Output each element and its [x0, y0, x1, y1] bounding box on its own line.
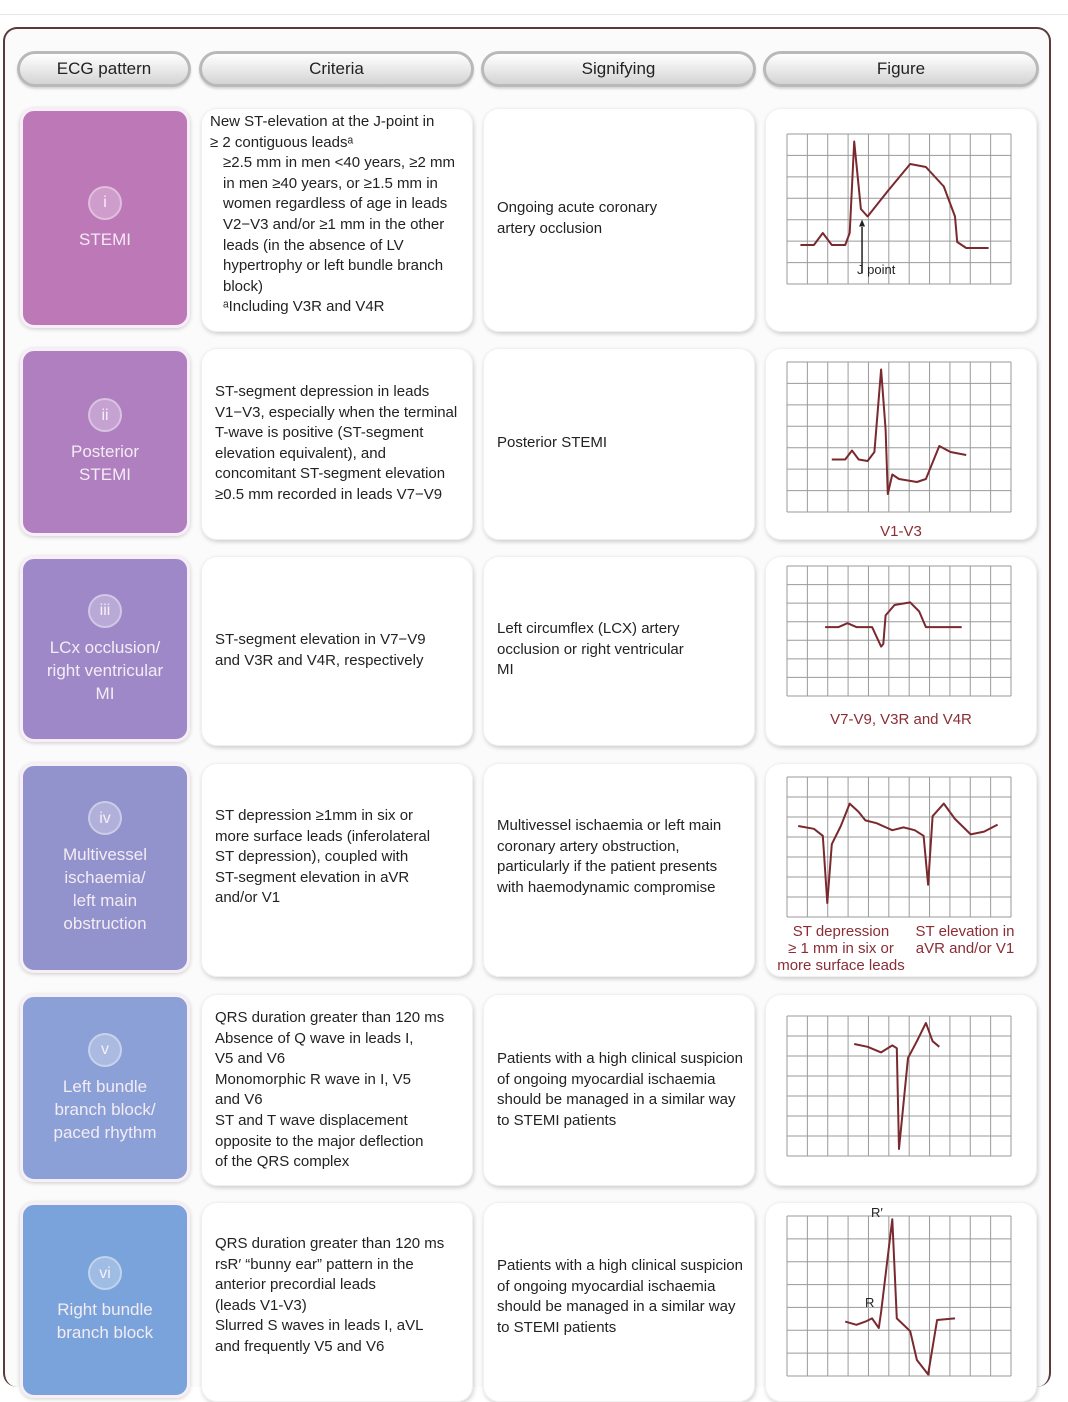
criteria-line: anterior precordial leads	[215, 1276, 376, 1294]
caption-line: ≥ 1 mm in six or	[788, 940, 894, 957]
signifying-line: MI	[497, 661, 514, 679]
criteria-line: opposite to the major deflection	[215, 1132, 424, 1150]
signifying-line: artery occlusion	[497, 219, 603, 237]
criteria-text	[215, 1008, 444, 1173]
signifying-line: Left circumflex (LCX) artery	[497, 620, 680, 637]
caption-line: ST elevation in	[915, 923, 1015, 940]
header-ecg-pattern: ECG pattern	[17, 51, 191, 87]
pattern-name: Right bundle	[57, 1300, 153, 1319]
signifying-line: Patients with a high clinical suspicion	[497, 1257, 743, 1274]
signifying-line: should be managed in a similar way	[497, 1091, 736, 1109]
pattern-name: branch block	[56, 1323, 154, 1342]
criteria-text	[210, 112, 455, 318]
ecg-trace	[800, 142, 988, 249]
header-figure: Figure	[763, 51, 1039, 87]
figure-cell	[765, 994, 1037, 1186]
criteria-line: and frequently V5 and V6	[215, 1337, 385, 1355]
caption-line: ST depression	[792, 923, 890, 940]
criteria-line: of the QRS complex	[215, 1153, 350, 1171]
pattern-name: STEMI	[79, 229, 131, 249]
row-number-badge: v	[88, 1033, 122, 1067]
ecg-pattern-cell	[20, 348, 190, 536]
ecg-grid	[787, 1216, 1011, 1376]
ecg-trace	[832, 370, 966, 495]
criteria-line: elevation equivalent), and	[215, 444, 386, 462]
pattern-name: right ventricular	[46, 660, 164, 680]
criteria-line: ≥2.5 mm in men <40 years, ≥2 mm	[223, 154, 455, 172]
arrow-head-icon	[859, 220, 865, 227]
criteria-line: block)	[223, 277, 264, 295]
pattern-name: Multivessel	[62, 845, 148, 864]
ecg-figure	[765, 348, 1037, 540]
ecg-trace	[854, 1023, 939, 1149]
criteria-line: leads (in the absence of LV	[223, 236, 404, 254]
pattern-name: obstruction	[63, 914, 147, 933]
criteria-line: and V6	[215, 1091, 263, 1109]
pattern-name: paced rhythm	[53, 1122, 157, 1142]
signifying-text	[497, 1256, 743, 1338]
top-divider	[0, 14, 1068, 15]
figure-caption-st-elevation	[909, 923, 1021, 957]
criteria-text	[215, 630, 426, 671]
criteria-line: ST-segment elevation in aVR	[215, 868, 410, 886]
criteria-line: ≥0.5 mm recorded in leads V7−V9	[215, 485, 443, 503]
signifying-text	[497, 619, 684, 681]
criteria-line: in men ≥40 years, or ≥1.5 mm in	[223, 174, 438, 192]
signifying-line: to STEMI patients	[497, 1111, 617, 1129]
criteria-line: rsR′ “bunny ear” pattern in the	[215, 1255, 414, 1273]
row-number-badge: iii	[88, 594, 122, 628]
row-number-badge: i	[88, 186, 122, 220]
criteria-line: QRS duration greater than 120 ms	[215, 1235, 445, 1252]
figure-cell	[765, 556, 1037, 746]
pattern-name: left main	[72, 891, 138, 910]
ecg-grid	[787, 134, 1011, 284]
ecg-grid	[787, 566, 1011, 696]
criteria-text	[215, 382, 457, 506]
criteria-line: women regardless of age in leads	[223, 195, 448, 213]
figure-caption: V1-V3	[880, 523, 922, 540]
criteria-line: concomitant ST-segment elevation	[215, 465, 446, 483]
header-signifying: Signifying	[481, 51, 756, 87]
criteria-line: Monomorphic R wave in I, V5	[215, 1070, 411, 1088]
criteria-line: V5 and V6	[215, 1050, 286, 1068]
criteria-line: ᵃIncluding V3R and V4R	[223, 298, 385, 316]
signifying-line: coronary artery obstruction,	[497, 837, 680, 855]
row-number-badge: ii	[88, 398, 122, 432]
criteria-line: V2−V3 and/or ≥1 mm in the other	[223, 215, 445, 233]
ecg-pattern-cell	[20, 108, 190, 328]
caption-line: aVR and/or V1	[915, 940, 1015, 957]
ecg-pattern-cell	[20, 763, 190, 973]
criteria-line: hypertrophy or left bundle branch	[223, 257, 444, 275]
criteria-line: ST and T wave displacement	[215, 1111, 408, 1129]
criteria-line: and V3R and V4R, respectively	[215, 651, 424, 669]
criteria-line: ST-segment depression in leads	[215, 383, 430, 400]
ecg-grid	[787, 362, 1011, 512]
criteria-line: ST-segment elevation in V7−V9	[215, 631, 426, 648]
figure-cell	[765, 348, 1037, 540]
ecg-figure	[765, 994, 1037, 1186]
signifying-line: of ongoing myocardial ischaemia	[497, 1070, 716, 1088]
criteria-line: and/or V1	[215, 889, 281, 907]
criteria-line: ≥ 2 contiguous leadsᵃ	[210, 133, 354, 151]
signifying-text	[497, 1049, 743, 1131]
signifying-line: Patients with a high clinical suspicion	[497, 1050, 743, 1067]
signifying-line: with haemodynamic compromise	[497, 878, 716, 896]
ecg-pattern-cell	[20, 556, 190, 742]
signifying-line: occlusion or right ventricular	[497, 640, 684, 658]
signifying-line: Ongoing acute coronary	[497, 199, 658, 216]
criteria-line: Slurred S waves in leads I, aVL	[215, 1317, 424, 1335]
ecg-figure	[765, 108, 1037, 332]
criteria-text	[215, 1234, 444, 1358]
figure-cell	[765, 1202, 1037, 1402]
ecg-trace	[845, 1219, 955, 1374]
criteria-line: (leads V1-V3)	[215, 1296, 307, 1314]
criteria-line: Absence of Q wave in leads I,	[215, 1029, 414, 1047]
pattern-name: LCx occlusion/	[49, 637, 161, 657]
r-label: R	[865, 1295, 875, 1310]
figure-cell	[765, 108, 1037, 332]
header-criteria: Criteria	[199, 51, 474, 87]
row-number-badge: iv	[88, 801, 122, 835]
criteria-line: T-wave is positive (ST-segment	[215, 424, 424, 442]
signifying-line: of ongoing myocardial ischaemia	[497, 1277, 716, 1295]
criteria-text	[215, 806, 430, 909]
row-number-badge: vi	[88, 1256, 122, 1290]
pattern-name: Posterior	[70, 442, 140, 461]
ecg-pattern-cell	[20, 994, 190, 1182]
criteria-line: New ST-elevation at the J-point in	[210, 113, 435, 130]
pattern-name: MI	[95, 683, 115, 703]
criteria-line: QRS duration greater than 120 ms	[215, 1009, 445, 1026]
criteria-line: V1−V3, especially when the terminal	[215, 403, 458, 421]
criteria-line: ST depression), coupled with	[215, 848, 409, 866]
signifying-line: to STEMI patients	[497, 1318, 617, 1336]
j-point-label: J point	[857, 262, 896, 277]
pattern-name: ischaemia/	[64, 868, 146, 887]
signifying-text	[497, 433, 607, 454]
pattern-name: Left bundle	[62, 1076, 148, 1096]
pattern-name: branch block/	[54, 1099, 156, 1119]
ecg-figure	[765, 1202, 1037, 1402]
signifying-text	[497, 198, 657, 239]
criteria-line: ST depression ≥1mm in six or	[215, 807, 414, 824]
signifying-line: Multivessel ischaemia or left main	[497, 817, 722, 834]
criteria-line: more surface leads (inferolateral	[215, 827, 431, 845]
pattern-name: STEMI	[79, 465, 131, 484]
r-prime-label: R′	[871, 1205, 883, 1220]
signifying-text	[497, 816, 721, 898]
caption-line: more surface leads	[777, 957, 905, 974]
signifying-line: particularly if the patient presents	[497, 858, 718, 876]
ecg-grid	[787, 777, 1011, 917]
figure-caption-st-depression	[773, 923, 909, 974]
figure-caption: V7-V9, V3R and V4R	[830, 711, 972, 728]
signifying-line: should be managed in a similar way	[497, 1298, 736, 1316]
figure-cell	[765, 763, 1037, 977]
ecg-pattern-cell	[20, 1202, 190, 1398]
signifying-line: Posterior STEMI	[497, 434, 608, 451]
